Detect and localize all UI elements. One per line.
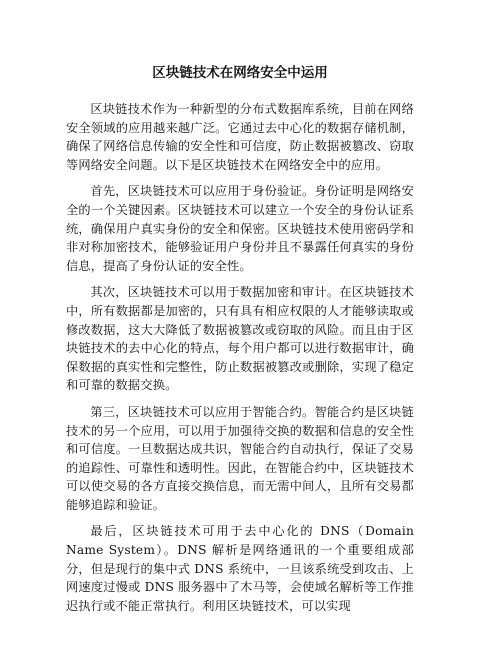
paragraph-intro: 区块链技术作为一种新型的分布式数据库系统，目前在网络安全领域的应用越来越广泛。它通过去中心化的数据存储机制，确保了网络信息传输的安全性和可信度，防止数据被篡改、窃取等网络安全问题。以下是区块链技术在网络安全中的应用。 xyxy=(66,102,414,172)
paragraph-smart-contracts: 第三，区块链技术可以应用于智能合约。智能合约是区块链技术的另一个应用，可以用于加强待交换的数据和信息的安全性和可信度。一旦数据达成共识，智能合约自动执行，保证了交易的追踪性、可靠性和透明性。因此，在智能合约中，区块链技术可以使交易的各方直接交换信息，而无需中间人，且所有交易都能够追踪和验证。 xyxy=(66,404,414,512)
document-title: 区块链技术在网络安全中运用 xyxy=(152,65,328,81)
document-body xyxy=(66,100,414,623)
paragraph-decentralized-dns: 最后，区块链技术可用于去中心化的 DNS（Domain Name System）。DNS 解析是网络通讯的一个重要组成部分，但是现行的集中式 DNS 系统中，一旦该系统受到攻击、上网速度过慢或 DNS 服务器中了木马等，会使域名解析等工作推迟执行或不能正常执行。利用区块链技术，可以实现 xyxy=(66,524,414,613)
paragraph-encryption-audit: 其次，区块链技术可以用于数据加密和审计。在区块链技术中，所有数据都是加密的，只有具有相应权限的人才能够读取或修改数据，这大大降低了数据被篡改或窃取的风险。而且由于区块链技术的去中心化的特点，每个用户都可以进行数据审计，确保数据的真实性和完整性，防止数据被篡改或删除，实现了稳定和可靠的数据交换。 xyxy=(66,285,414,393)
paragraph-identity-verification: 首先，区块链技术可以应用于身份验证。身份证明是网络安全的一个关键因素。区块链技术可以建立一个安全的身份认证系统，确保用户真实身份的安全和保密。区块链技术使用密码学和非对称加密技术，能够验证用户身份并且不暴露任何真实的身份信息，提高了身份认证的安全性。 xyxy=(66,184,414,273)
